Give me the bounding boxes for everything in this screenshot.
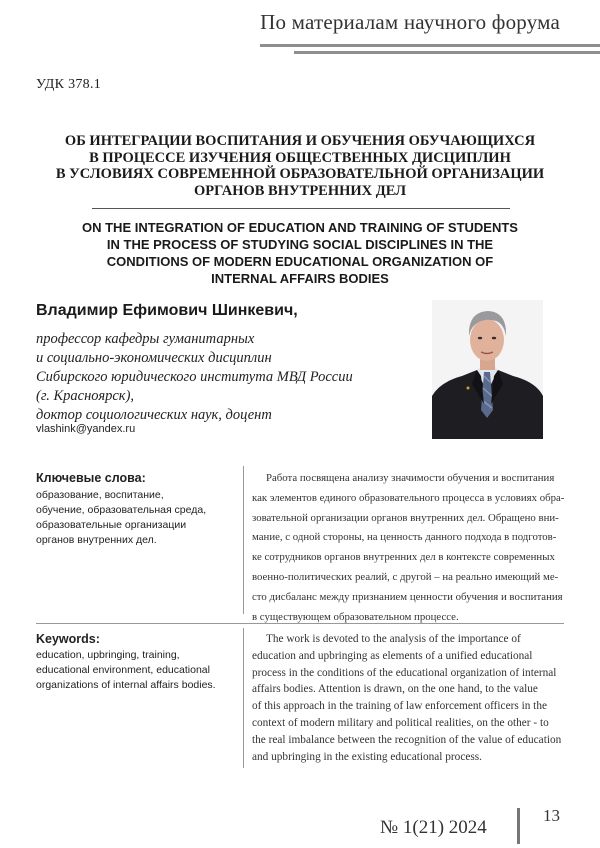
abstract-ru-line: в существующем образовательном процессе. — [252, 608, 562, 628]
abstract-ru-line: сто дисбаланс между признанием ценности обучения и воспитания — [252, 588, 562, 608]
author-photo — [432, 300, 543, 439]
article-title-en — [20, 219, 580, 287]
abstract-en-line: context of modern military and political realities, on the other - to — [252, 715, 564, 732]
abstract-en-line: and upbringing in the existing educational process. — [252, 749, 564, 766]
page-number: 13 — [543, 806, 560, 826]
abstract-en-line: of this approach in the training of law enforcement officers in the — [252, 698, 564, 715]
title-en-line: INTERNAL AFFAIRS BODIES — [20, 270, 580, 287]
keywords-en-heading: Keywords: — [36, 632, 100, 646]
abstract-ru-line: как элементов единого образовательного процесса в условиях обра- — [252, 489, 562, 509]
title-ru-line: ОРГАНОВ ВНУТРЕННИХ ДЕЛ — [20, 183, 580, 200]
keywords-ru-line: образование, воспитание, — [36, 488, 236, 503]
keywords-ru-heading: Ключевые слова: — [36, 471, 146, 485]
abstract-en-line: affairs bodies. Attention is drawn, on the one hand, to the value — [252, 681, 564, 698]
author-info-line: Сибирского юридического института МВД России — [36, 368, 353, 387]
title-ru-line: В ПРОЦЕССЕ ИЗУЧЕНИЯ ОБЩЕСТВЕННЫХ ДИСЦИПЛИН — [20, 150, 580, 167]
author-info-line: и социально-экономических дисциплин — [36, 349, 353, 368]
section-divider — [36, 623, 564, 624]
title-en-line: CONDITIONS OF MODERN EDUCATIONAL ORGANIZATION OF — [20, 253, 580, 270]
abstract-en-line: the real imbalance between the recognition of the value of education — [252, 732, 564, 749]
article-title-ru — [20, 133, 580, 199]
abstract-en-line: The work is devoted to the analysis of the importance of — [252, 631, 564, 648]
keywords-en-line: education, upbringing, training, — [36, 648, 236, 663]
issue-number: № 1(21) 2024 — [380, 817, 487, 839]
author-info-line: профессор кафедры гуманитарных — [36, 330, 353, 349]
keywords-en-line: educational environment, educational — [36, 663, 236, 678]
column-divider-ru — [243, 466, 244, 614]
keywords-ru-line: органов внутренних дел. — [36, 533, 236, 548]
abstract-ru-line: военно-политических реалий, с другой – на реально имеющий ме- — [252, 568, 562, 588]
keywords-en-line: organizations of internal affairs bodies. — [36, 678, 236, 693]
abstract-en — [252, 631, 564, 765]
author-affiliation — [36, 330, 353, 425]
udk-code: УДК 378.1 — [36, 77, 101, 93]
title-divider — [92, 208, 510, 209]
author-email[interactable]: vlashink@yandex.ru — [36, 423, 135, 435]
abstract-ru-line: мание, с одной стороны, на ценность данного подхода в подготов- — [252, 528, 562, 548]
keywords-ru-list — [36, 488, 236, 548]
keywords-en-list — [36, 648, 236, 693]
title-en-line: ON THE INTEGRATION OF EDUCATION AND TRAINING OF STUDENTS — [20, 219, 580, 236]
author-info-line: доктор социологических наук, доцент — [36, 406, 353, 425]
title-ru-line: ОБ ИНТЕГРАЦИИ ВОСПИТАНИЯ И ОБУЧЕНИЯ ОБУЧАЮЩИХСЯ — [20, 133, 580, 150]
title-en-line: IN THE PROCESS OF STUDYING SOCIAL DISCIPLINES IN THE — [20, 236, 580, 253]
abstract-ru-line: Работа посвящена анализу значимости обучения и воспитания — [252, 469, 562, 489]
abstract-en-line: process in the conditions of the educational organization of internal — [252, 665, 564, 682]
abstract-ru-line: зовательной организации органов внутренних дел. Обращено вни- — [252, 509, 562, 529]
keywords-ru-line: образовательные организации — [36, 518, 236, 533]
footer-divider — [517, 808, 520, 844]
abstract-ru-line: ке сотрудников органов внутренних дел в контексте современных — [252, 548, 562, 568]
running-header-title: По материалам научного форума — [260, 10, 560, 35]
header-rule-top — [260, 44, 600, 47]
author-portrait-image — [432, 300, 543, 439]
column-divider-en — [243, 628, 244, 768]
abstract-ru — [252, 469, 562, 627]
abstract-en-line: education and upbringing as elements of a unified educational — [252, 648, 564, 665]
title-ru-line: В УСЛОВИЯХ СОВРЕМЕННОЙ ОБРАЗОВАТЕЛЬНОЙ ОРГАНИЗАЦИИ — [20, 166, 580, 183]
author-name: Владимир Ефимович Шинкевич, — [36, 302, 298, 320]
keywords-ru-line: обучение, образовательная среда, — [36, 503, 236, 518]
header-rule-bottom — [294, 51, 600, 54]
author-info-line: (г. Красноярск), — [36, 387, 353, 406]
